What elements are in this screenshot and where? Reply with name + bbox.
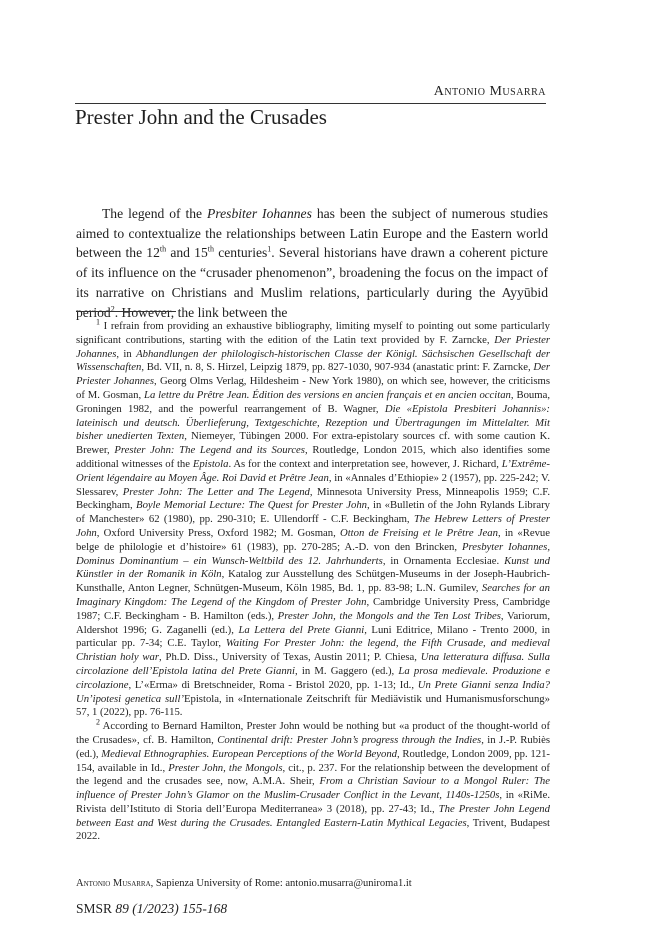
affiliation-author: Antonio Musarra [76,878,151,889]
footnote-text: , cit., p. 237. For the relationship between the development of the legend and the crusades see, now, A.M.A. Sheir, [76,761,550,788]
footnote-text: , Bd. VII, n. 8, S. Hirzel, Leipzig 1879, pp. 827-1030, 907-934 (anastatic print: F. Zarncke, [141,361,534,374]
footnote-italic: Medieval Ethnographies. European Perceptions of the World Beyond [101,747,398,760]
footnote-text: , Georg Olms Verlag, Hildesheim - New York 1980), on which see, however, the criticisms of M. Gosman, [76,375,551,401]
footnote-text: , in «Revue belge de philologie et d’histoire» 61 (1983), pp. 270-285; A.-D. von den Brincken, [76,526,551,553]
superscript: th [159,244,167,254]
footnote-italic: From a Christian Saviour to a Mongol Ruler: The influence of Prester John’s Glamor on the Muslim-Crusader Conflict in the Levant, 1140s-1250s [76,775,550,802]
footnote-italic: Der Priester Johannes [76,361,550,388]
footnote-1 [76,317,551,720]
footnote-text: , Routledge, London 2015, which also identifies some additional witnesses of the [76,444,550,470]
footnote-italic: L’Extrême-Orient légendaire au Moyen Âge. Roi David et Prêtre Jean [76,457,550,484]
footnote-ref-2[interactable]: 2 [110,303,115,313]
footnote-text: , in [116,347,137,360]
footnote-italic: Searches for an Imaginary Kingdom: The Legend of the Kingdom of Prester John [76,582,550,608]
footnote-italic: Prester John, the Mongols [168,761,283,774]
body-text: and 15 [166,245,208,261]
footnote-text: , Oxford University Press, Oxford 1982; M. Gosman, [96,526,340,539]
footnote-2 [76,717,550,844]
footnote-italic: Die «Epistola Presbiteri Johannis»: lateinisch und deutsch. Überlieferung, Textgeschichte, Rezeption und Übertragungen im Mittelalter. Mit bisher unedierten Texten [76,402,550,443]
footnote-italic: Continental drift: Prester John’s progress through the Indies [217,733,482,746]
footnote-text: , in «RiMe. Rivista dell’Istituto di Storia dell’Europa Mediterranea» 3 (2018), pp. 27-43; Id., [76,789,550,815]
footnote-text: , Ph.D. Diss., University of Texas, Austin 2011; P. Chiesa, [159,651,421,664]
footnote-text: , Bouma, Groningen 1982, and the powerful rearrangement of B. Wagner, [76,388,551,415]
footnote-italic: Prester John: The Letter and The Legend [122,485,310,498]
body-text: . Several historians have drawn a coherent picture of its influence on the “crusader phenomenon”, broadening the focus on the impact of its narrative on Christians and Muslim relations, particularly during the Ayyūbid period [76,245,548,320]
body-text: The legend of the [102,206,208,221]
footnote-text: . As for the context and interpretation see, however, J. Richard, [228,457,502,470]
footnote-italic: Prester John: The Legend and its Sources [114,444,305,457]
footnote-text: I refrain from providing an exhaustive bibliography, limiting myself to pointing out some particularly significant contributions, starting with the edition of the Latin text provided by F. Zarncke, [76,320,550,346]
footnote-number: 2 [96,717,100,727]
footnote-italic: Abhandlungen der philologisch-historischen Classe der Königl. Sächsischen Gesellschaft der Wissenschaften [76,347,550,374]
footnote-text: , L’«Erma» di Bretschneider, Roma - Bristol 2020, pp. 1-13; Id., [128,678,418,691]
footnote-text: , Variorum, Aldershot 1996; G. Zaganelli (ed.), [76,609,550,636]
footnote-text: Epistola, in «Internationale Zeitschrift für Mediävistik und Humanismusforschung» 57, 1 (2022), pp. 76-115. [76,692,550,719]
footnote-text: , Katalog zur Ausstellung des Schütgen-Museums in der Joseph-Haubrich-Kunsthalle, Anton Legner, Schnütgen-Museum, Köln 1985, Bd. 1, pp. 83-98; L.N. Gumilev, [76,568,550,595]
footnote-text: According to Bernard Hamilton, Prester John would be nothing but «a product of the thought-world of the Crusades», cf. B. Hamilton, [76,720,550,746]
footnote-italic: La Lettera del Prete Gianni [238,623,365,636]
journal-name: SMSR [76,901,116,916]
header-rule [75,103,546,104]
footnote-italic: La lettre du Prêtre Jean. Édition des versions en ancien français et en ancien occitan [144,388,511,401]
footnote-text: , in Ornamenta Ecclesiae. [382,554,505,567]
footnote-italic: Kunst und Künstler in der Romanik in Köln [76,554,550,581]
author-affiliation [76,878,412,889]
footnote-italic: The Prester John Legend between East and West during the Crusades. Entangled Eastern-Latin Mythical Legacies [76,802,550,829]
footnote-italic: Un Prete Gianni senza India? Un’ipotesi genetica sull’ [76,678,550,705]
footnote-text: , Niemeyer, Tübingen 2000. For extra-epistolary sources cf. with some caution K. Brewer, [76,430,550,457]
article-title: Prester John and the Crusades [75,105,327,129]
body-text-italic: Presbiter Iohannes [207,206,312,221]
journal-volume: 89 (1/2023) 155-168 [115,901,228,916]
footnote-italic: Boyle Memorial Lecture: The Quest for Prester John [136,499,368,512]
footnote-text: , Routledge, London 2009, pp. 121-154, available in Id., [76,747,550,774]
footnote-italic: Waiting For Prester John: the legend, the Fifth Crusade, and medieval Christian holy war [76,637,551,664]
footnote-italic: Presbyter Iohannes, Dominus Dominantium – ein Wunsch-Weltbild des 12. Jahrhunderts [76,540,550,567]
body-paragraph [76,204,548,322]
footnote-number: 1 [96,317,100,327]
footnote-text: , in M. Gaggero (ed.), [295,664,399,677]
footnote-italic: Una letteratura diffusa. Sulla circolazione dell’Epistola latina del Prete Gianni [76,651,550,677]
footnote-italic: La prosa medievale. Produzione e circolazione [76,664,551,691]
footnote-italic: The Hebrew Letters of Prester John [76,513,550,539]
footnote-italic: Otton de Freising et le Prêtre Jean [339,526,498,539]
footnote-italic: Epistola [192,457,229,470]
affiliation-text: , Sapienza University of Rome: antonio.musarra@uniroma1.it [150,878,412,889]
footnote-ref-1[interactable]: 1 [267,244,272,254]
footnote-text: , Trivent, Budapest 2022. [76,816,550,843]
footnote-italic: Der Priester Johannes [76,333,550,360]
superscript: th [207,244,215,254]
footnote-text: , in J.-P. Rubiès (ed.), [76,733,550,760]
footnote-text: , in «Annales d’Ethiopie» 2 (1957), pp. 225-242; V. Slessarev, [76,471,550,498]
footnote-rule [76,311,176,312]
running-head-author: Antonio Musarra [433,84,546,99]
body-text: . However, the link between the [114,304,288,320]
footnotes [76,317,551,844]
footnote-text: , in «Bulletin of the John Rylands Library of Manchester» 62 (1980), pp. 290-310; E. Ullendorff - C.F. Beckingham, [76,499,550,526]
journal-citation [76,901,227,917]
body-text: centuries [214,245,268,261]
footnote-italic: Prester John, the Mongols and the Ten Lost Tribes [277,609,501,622]
footnote-text: , Minnesota University Press, Minneapolis 1959; C.F. Beckingham, [76,485,550,512]
footnote-text: , Cambridge University Press, Cambridge 1987; C.F. Beckingham - B. Hamilton (eds.), [76,595,550,622]
footnote-text: , Luni Editrice, Milano - Trento 2000, in particular pp. 7-34; C.E. Taylor, [76,623,550,650]
body-text: has been the subject of numerous studies aimed to contextualize the relationships between Latin Europe and the Eastern world between the 12 [76,206,548,261]
